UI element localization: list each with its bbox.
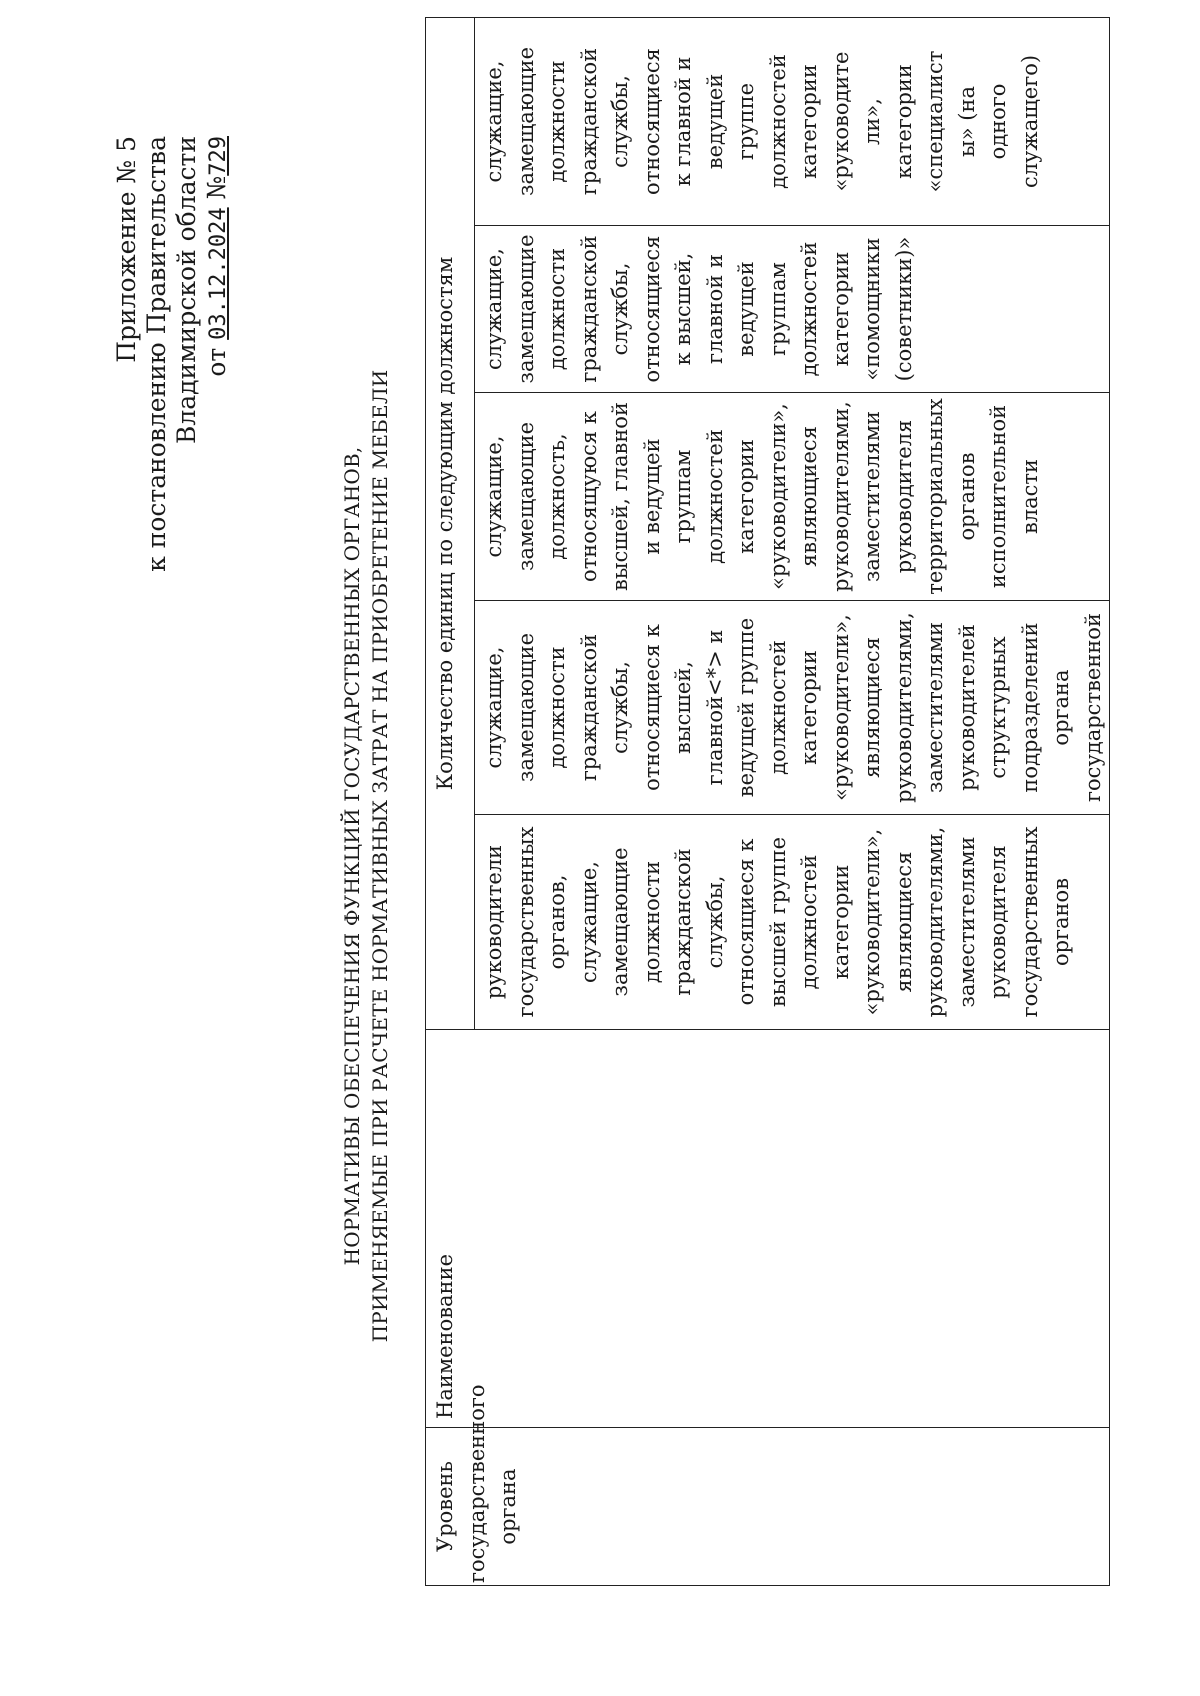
subcol-line: государственных [513, 826, 538, 1018]
subcol-line: должностей [765, 640, 790, 775]
subcol-line: «помощники [860, 237, 884, 381]
resolution-ref: к постановлению Правительства [142, 136, 171, 572]
subcol-line: ведущей [702, 73, 727, 170]
subcol-line: территориальных [923, 398, 947, 595]
subcol-2 [475, 601, 1110, 815]
subcol-line: «руководители», [765, 403, 790, 590]
subcol-line: заместителями [923, 621, 947, 794]
subcol-line: органов, [545, 874, 569, 970]
subcol-line: ведущей [734, 261, 758, 357]
norms-table [425, 17, 1110, 1586]
header-level [426, 1384, 1110, 1586]
subcol-line: служащие, [482, 646, 506, 769]
subcol-line: должности [639, 860, 664, 984]
subcol-line: руководителей [954, 624, 979, 791]
subcol-line: относящиеся [639, 48, 664, 195]
title-line-2: ПРИМЕНЯЕМЫЕ ПРИ РАСЧЕТЕ НОРМАТИВНЫХ ЗАТРАТ НА ПРИОБРЕТЕНИЕ МЕБЕЛИ [368, 369, 392, 1343]
subcol-line: должность, [545, 433, 569, 560]
resolution-date: 03.12.2024 [206, 207, 231, 340]
subcol-line: группам [765, 262, 790, 356]
subcol-line: замещающие [513, 234, 538, 384]
subcol-line: ы» (на [954, 86, 979, 157]
subcol-4 [475, 226, 1110, 393]
subcol-line: органов [1049, 877, 1073, 967]
subcol-line: службы, [702, 875, 727, 969]
subcol-line: руководителя [891, 419, 916, 574]
subcol-line: категории [797, 650, 821, 765]
subcol-line: группам [671, 449, 695, 544]
subcol-line: гражданской [576, 633, 601, 782]
subcol-line: «руководители», [860, 828, 884, 1016]
document-title [338, 266, 394, 1446]
subcol-line: должностей [797, 854, 821, 990]
subcol-line: высшей, [671, 661, 695, 754]
subcol-line: являющиеся [797, 426, 821, 567]
subcol-line: гражданской [576, 47, 601, 196]
subcol-line: (советники)» [891, 236, 916, 382]
subcol-3 [475, 393, 1110, 601]
subcol-line: относящиеся к [734, 838, 758, 1006]
subcol-line: замещающие [513, 422, 538, 572]
subcol-line: относящиеся [639, 235, 664, 383]
subcol-line: служащие, [576, 861, 601, 983]
subcol-line: исполнительной [986, 404, 1010, 589]
subcol-line: являющиеся [891, 851, 916, 993]
title-line-1: НОРМАТИВЫ ОБЕСПЕЧЕНИЯ ФУНКЦИЙ ГОСУДАРСТВЕННЫХ ОРГАНОВ, [340, 446, 364, 1266]
subcol-line: государственной [1080, 613, 1105, 802]
subcol-line: должностей [797, 241, 821, 377]
subcol-line: ли», [860, 98, 884, 145]
appendix-header [112, 136, 234, 616]
subcol-line: ведущей группе [734, 617, 758, 798]
subcol-line: к высшей, [671, 252, 695, 366]
subcol-line: к главной и [671, 56, 695, 187]
subcol-line: являющиеся [860, 637, 884, 778]
subcol-line: должностей [702, 429, 727, 564]
subcol-line: категории [828, 251, 853, 367]
subcol-line: относящиеся к [639, 624, 664, 791]
resolution-number: 729 [206, 136, 231, 176]
subcol-line: одного [986, 83, 1010, 160]
subcol-line: службы, [608, 262, 632, 356]
subcol-line: руководители [482, 844, 506, 1000]
region-name: Владимирской области [172, 136, 201, 444]
subcol-line: «руководите [828, 51, 853, 192]
subcol-line: служащего) [1017, 54, 1042, 189]
subcol-line: власти [1017, 458, 1042, 535]
subcol-line: государственных [1017, 826, 1042, 1018]
subcol-line: высшей, главной [608, 402, 632, 591]
subcol-line: гражданской [576, 235, 601, 383]
subcol-line: структурных [986, 636, 1010, 779]
subcol-line: заместителями [860, 410, 884, 583]
subcol-line: категории [891, 64, 916, 179]
subcol-1 [475, 815, 1110, 1030]
subcol-line: главной<*> и [702, 629, 727, 786]
subcol-line: должностей [765, 54, 790, 189]
subcol-line: службы, [608, 661, 632, 754]
subcol-line: относящуюся к [576, 411, 601, 582]
subcol-line: и ведущей [639, 438, 664, 555]
subcol-line: категории [828, 864, 853, 980]
subcol-line: должности [545, 247, 569, 371]
subcol-line: должности [545, 646, 569, 769]
from-prefix: от [202, 347, 231, 377]
header-group [426, 17, 475, 1029]
table-header-row [426, 17, 475, 1585]
appendix-number: Приложение № 5 [112, 136, 141, 363]
subcol-line: замещающие [608, 847, 632, 997]
header-level-line: Уровень [433, 1461, 457, 1552]
subcol-line: замещающие [513, 46, 538, 196]
subcol-line: высшей группе [765, 836, 790, 1008]
subcol-line: категории [797, 64, 821, 179]
header-level-line: органа [496, 1468, 520, 1545]
subcol-line: служащие, [482, 248, 506, 370]
header-group-label: Количество единиц по следующим должностям [433, 256, 457, 791]
subcol-line: службы, [608, 75, 632, 168]
header-level-line: государственного [464, 1384, 489, 1583]
subcol-line: группе [734, 82, 758, 161]
subcol-line: руководителя [986, 845, 1010, 999]
subcol-line: руководителями, [923, 826, 947, 1018]
subcol-line: руководителями, [828, 401, 853, 592]
subcol-line: руководителями, [891, 612, 916, 803]
subcol-line: служащие, [482, 60, 506, 183]
subcol-line: «специалист [923, 50, 947, 193]
subcol-line: служащие, [482, 435, 506, 558]
header-name [426, 1030, 1110, 1428]
subcol-line: должности [545, 60, 569, 183]
subcol-line: подразделений [1017, 622, 1042, 793]
subcol-line: заместителями [954, 836, 979, 1008]
subcol-line: замещающие [513, 633, 538, 783]
subcol-5 [475, 17, 1110, 225]
subcol-line: органа [1049, 669, 1073, 746]
subcol-line: органов [954, 452, 979, 541]
date-number-line [202, 136, 234, 616]
subcol-line: «руководители», [828, 614, 853, 801]
subcol-line: гражданской [671, 848, 695, 996]
header-name-label: Наименование [433, 1254, 457, 1419]
subcol-line: категории [734, 439, 758, 554]
subcol-line: главной и [702, 254, 727, 364]
number-prefix: № [202, 175, 231, 200]
